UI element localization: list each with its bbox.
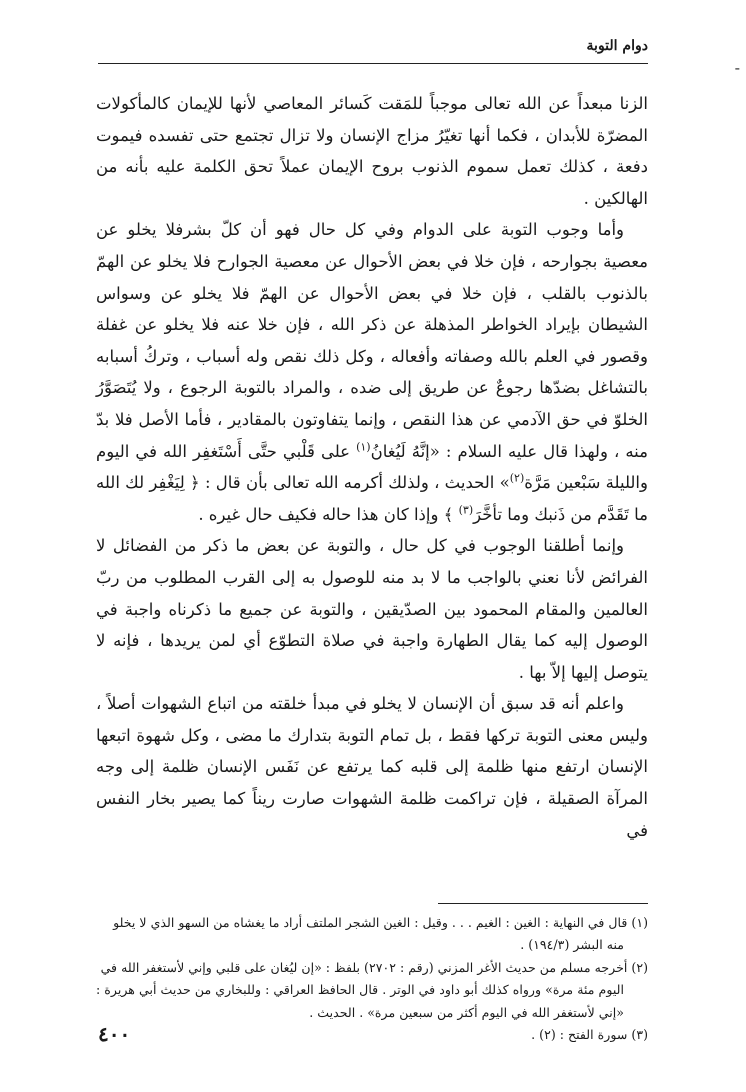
footnote-number: (١) <box>631 915 648 930</box>
footnote-ref-1[interactable]: (١) <box>356 440 371 454</box>
paragraph-4: واعلم أنه قد سبق أن الإنسان لا يخلو في مبدأ خلقته من اتباع الشهوات أصلاً ، وليس معنى التوبة تركها فقط ، بل تمام التوبة بتدارك ما مضى ، وكل شهوة اتبعها الإنسان ارتفع منها ظلمة إلى قلبه كما يرتفع عن نَفَس الإنسان ظلمة إلى وجه المرآة الصقيلة ، فإن تراكمت ظلمة الشهوات صارت ريناً كما يصير بخار النفس في <box>96 694 648 840</box>
footnotes <box>96 912 648 1046</box>
footnote-text: سورة الفتح : (٢) . <box>531 1027 628 1043</box>
paragraph-2 <box>96 214 648 530</box>
footnote-2 <box>96 957 648 1024</box>
paragraph-1: الزنا مبعداً عن الله تعالى موجباً للمَقت كَسائر المعاصي لأنها للإيمان كالمأكولات المضرّة للأبدان ، فكما أنها تغيّرُ مزاج الإنسان ولا تزال تجتمع حتى تفسده فيموت دفعة ، كذلك تعمل سموم الذنوب بروح الإيمان عملاً تحق الكلمة عليه بأنه من الهالكين . <box>96 94 648 208</box>
footnote-text: قال في النهاية : الغين : الغيم . . . وقيل : الغين الشجر الملتف أراد ما يغشاه من السهو الذي لا يخلو <box>113 915 628 930</box>
footnote-3 <box>96 1024 648 1046</box>
running-title: دوام التوبة <box>586 38 648 54</box>
footnote-number: (٣) <box>631 1027 648 1043</box>
header-rule <box>98 63 648 64</box>
paragraph-2-part-c: » الحديث ، ولذلك أكرمه الله تعالى بأن قال : ﴿ لِيَغْفِر لك الله ما تَقَدَّم من ذَنبك وما تأخَّرَ <box>96 473 648 524</box>
paragraph-2-part-b: على قَلْبي حتَّى أَسْتَغفِر الله في اليوم والليلة سَبْعين مَرَّة <box>96 441 648 493</box>
paragraph-2-part-a: وأما وجوب التوبة على الدوام وفي كل حال فهو أن كلّ بشرفلا يخلو عن معصية بجوارحه ، فإن خلا في بعض الأحوال عن معصية الجوارح فلا يخلو عن الهمّ بالذنوب بالقلب ، فإن خلا في بعض الأحوال عن الهمّ فلا يخلو عن وسواس الشيطان بإيراد الخواطر المذهلة عن ذكر الله ، فإن خلا عنه فلا يخلو عن غفلة وقصور في العلم بالله وصفاته وأفعاله ، وكل ذلك نقص وله أسباب ، وتركُ أسبابه بالتشاغل بضدّها رجوعٌ عن طريق إلى ضده ، والمراد بالتوبة الرجوع ، ولا يُتَصَوَّرُ الخلوّ في حق الآدمي عن هذا النقص ، وإنما يتفاوتون بالمقادير ، فأما الأصل فلا بدّ منه ، ولهذا قال عليه السلام : «إنَّهُ لَيُغانُ <box>96 220 648 461</box>
main-text <box>96 88 648 846</box>
footnote-text: أخرجه مسلم من حديث الأغر المزني (رقم : ٢٧٠٢) بلفظ : «إن ليُغان على قلبي وإني لأستغفر الله في <box>100 959 628 975</box>
footnote-number: (٢) <box>631 959 648 975</box>
paragraph-3: وإنما أطلقنا الوجوب في كل حال ، والتوبة عن بعض ما ذكر من الفضائل لا الفرائض لأنا نعني بالواجب ما لا بد منه للوصول به إلى القرب المطلوب من ربّ العالمين والمقام المحمود بين الصدّيقين ، والتوبة عن جميع ما ذكرناه واجبة في الوصول إليه كما يقال الطهارة واجبة في صلاة التطوّع أي لمن يريدها ، فإنه لا يتوصل إليها إلاّ بها . <box>96 536 648 682</box>
footnote-rule <box>438 903 648 904</box>
corner-mark: - <box>734 58 740 77</box>
footnote-1 <box>96 912 648 957</box>
paragraph-2-part-d: ﴾ وإذا كان هذا حاله فكيف حال غيره . <box>198 504 459 524</box>
footnote-ref-2[interactable]: (٢) <box>509 471 525 485</box>
footnote-text-continued: منه البشر (١٩٤/٣) . <box>520 937 624 953</box>
footnote-text-continued: اليوم مئة مرة» ورواه كذلك أبو داود في الوتر . قال الحافظ العراقي : وللبخاري من حديث أبي هريرة : «إني لأستغفر الله في اليوم أكثر من سبعين مرة» . الحديث . <box>96 982 624 1020</box>
page-number: ٤٠٠ <box>98 1022 131 1046</box>
footnote-ref-3[interactable]: (٣) <box>458 503 474 517</box>
